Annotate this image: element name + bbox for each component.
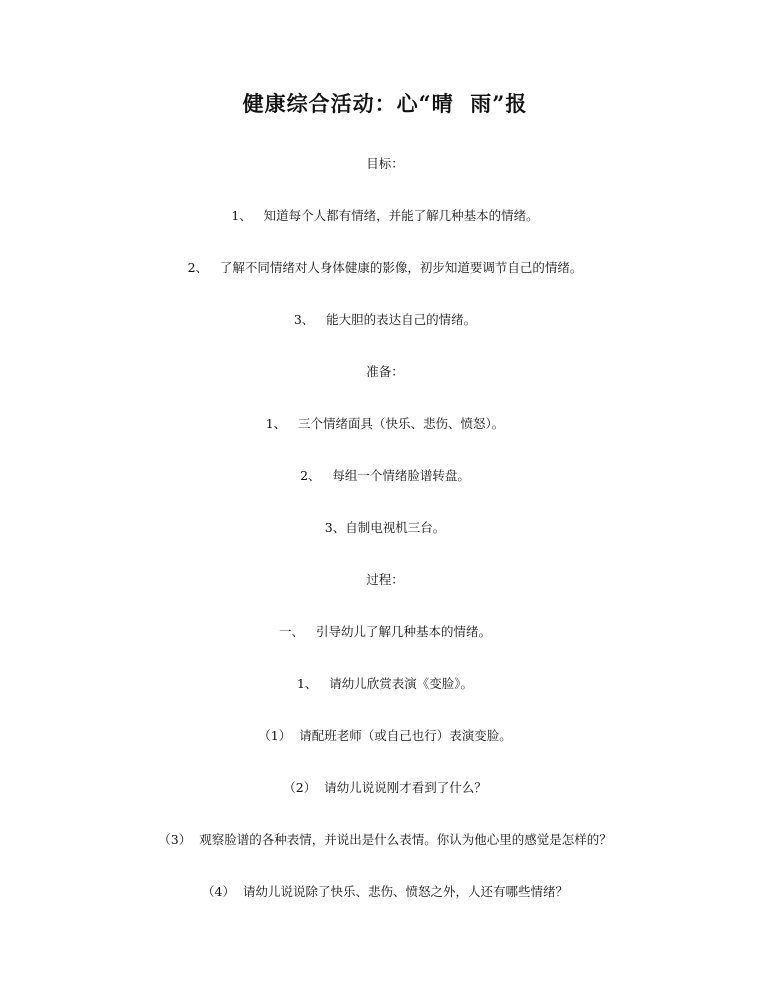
section-heading-preparation: 准备： [366, 364, 404, 379]
goal-item-2: 2、 了解不同情绪对人身体健康的影像，初步知道要调节自己的情绪。 [187, 260, 583, 275]
goal-item-1: 1、 知道每个人都有情绪，并能了解几种基本的情绪。 [231, 208, 539, 223]
preparation-item-3: 3、自制电视机三台。 [324, 520, 446, 535]
process-detail-3: （3） 观察脸谱的各种表情，并说出是什么表情。你认为他心里的感觉是怎样的？ [158, 832, 612, 847]
document-title: 健康综合活动：心“晴 雨”报 [242, 91, 528, 116]
process-step-1: 一、 引导幼儿了解几种基本的情绪。 [279, 624, 491, 639]
process-substep-1: 1、 请幼儿欣赏表演《变脸》。 [296, 676, 474, 691]
preparation-item-2: 2、 每组一个情绪脸谱转盘。 [300, 468, 470, 483]
process-detail-4: （4） 请幼儿说说除了快乐、悲伤、愤怒之外，人还有哪些情绪？ [202, 884, 568, 899]
process-detail-2: （2） 请幼儿说说刚才看到了什么？ [283, 780, 487, 795]
section-heading-process: 过程： [366, 572, 404, 587]
section-heading-goals: 目标： [366, 156, 404, 171]
preparation-item-1: 1、 三个情绪面具（快乐、悲伤、愤怒）。 [265, 416, 505, 431]
goal-item-3: 3、 能大胆的表达自己的情绪。 [293, 312, 477, 327]
process-detail-1: （1） 请配班老师（或自己也行）表演变脸。 [258, 728, 512, 743]
